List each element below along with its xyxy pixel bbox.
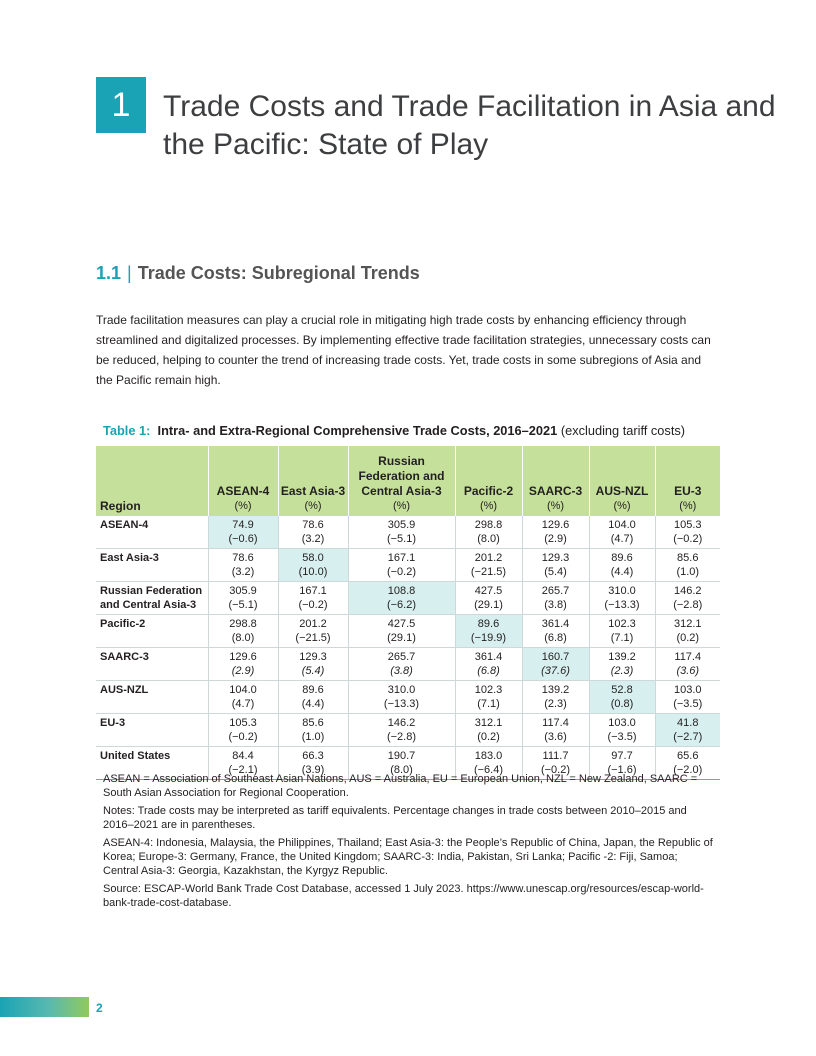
trade-cost-change: (0.8) [610,698,634,710]
table-cell [455,648,522,681]
trade-cost-change: (0.2) [676,632,700,644]
trade-cost-change: (4.7) [231,698,255,710]
trade-cost-change: (−2.0) [673,764,703,776]
table-cell [348,714,455,747]
table-cell [455,549,522,582]
chapter-title: Trade Costs and Trade Facilitation in Asia and the Pacific: State of Play [163,90,776,161]
chapter-number: 1 [111,86,131,124]
table-cell [278,714,348,747]
trade-cost-change: (2.9) [544,533,567,545]
trade-cost-value: 129.3 [299,651,327,663]
column-header-label: AUS-NZL [595,484,649,498]
page-number: 2 [96,1001,103,1015]
trade-cost-change: (−0.6) [228,533,258,545]
table-cell [655,615,720,648]
trade-cost-change: (10.0) [298,566,328,578]
section-number: 1.1 [96,263,122,283]
table-notes [103,772,713,914]
note-paragraph: ASEAN = Association of Southeast Asian Nations, AUS = Australia, EU = European Union, NZL = New Zealand, SAARC = South Asian Association for Regional Cooperation. [103,773,698,799]
trade-cost-change: (−5.1) [386,533,417,545]
note-paragraph: Source: ESCAP-World Bank Trade Cost Database, accessed 1 July 2023. https://www.unescap.org/resources/escap-world-bank-trade-cost-database. [103,883,704,909]
table-cell [455,714,522,747]
column-header [455,446,522,516]
trade-cost-value: 74.9 [232,519,254,531]
table-cell [278,681,348,714]
trade-cost-value: 104.0 [608,519,636,531]
table-cell [348,549,455,582]
trade-cost-change: (7.1) [477,698,500,710]
trade-cost-change: (−19.9) [470,632,507,644]
column-header-label: EU-3 [674,484,702,498]
trade-cost-value: 117.4 [542,717,569,729]
table-row [96,681,720,714]
table-subtitle: (excluding tariff costs) [560,423,686,438]
trade-cost-change: (8.0) [477,533,500,545]
table-cell [655,582,720,615]
trade-cost-value: 66.3 [302,750,324,762]
row-region-label: East Asia-3 [96,549,208,582]
trade-cost-change: (2.3) [544,698,567,710]
column-header-unit: (%) [304,500,322,512]
table-caption [103,423,723,439]
trade-cost-value: 85.6 [302,717,324,729]
table-cell [348,648,455,681]
table-cell [522,549,589,582]
trade-cost-value: 84.4 [232,750,254,762]
trade-cost-value: 305.9 [229,585,257,597]
table-row [96,648,720,681]
table-row [96,516,720,549]
column-header-unit: (%) [479,500,498,512]
table-cell [348,615,455,648]
trade-cost-change: (−5.1) [228,599,258,611]
trade-cost-change: (3.6) [676,665,700,677]
trade-cost-change: (−2.1) [228,764,258,776]
trade-cost-change: (29.1) [387,632,416,644]
table-cell [208,516,278,549]
trade-cost-change: (4.4) [610,566,634,578]
column-header [522,446,589,516]
trade-cost-change: (−0.2) [298,599,328,611]
trade-cost-value: 129.6 [229,651,257,663]
column-header [589,446,655,516]
column-header [348,446,455,516]
trade-cost-value: 89.6 [477,618,500,630]
table-cell [348,582,455,615]
trade-cost-change: (−21.5) [295,632,331,644]
table-cell [655,681,720,714]
table-cell [455,615,522,648]
trade-cost-change: (6.8) [544,632,567,644]
trade-cost-value: 103.0 [608,717,636,729]
column-header-unit: (%) [613,500,631,512]
table-cell [589,714,655,747]
trade-cost-value: 58.0 [302,552,324,564]
trade-cost-change: (1.0) [676,566,700,578]
trade-cost-change: (5.4) [301,665,325,677]
section-separator: | [127,263,132,283]
chapter-number-badge [96,77,146,133]
trade-cost-value: 104.0 [229,684,257,696]
trade-cost-change: (−1.6) [607,764,637,776]
table-label: Table 1: [103,423,151,438]
section-heading [96,262,420,284]
table-row [96,615,720,648]
trade-cost-change: (3.8) [390,665,413,677]
trade-cost-value: 361.4 [474,651,503,663]
trade-cost-value: 160.7 [541,651,570,663]
table-cell [208,681,278,714]
trade-cost-change: (5.4) [544,566,567,578]
trade-cost-value: 298.8 [229,618,257,630]
table-row [96,549,720,582]
table-cell [589,549,655,582]
trade-cost-value: 102.3 [608,618,636,630]
column-header-unit: (%) [392,500,411,512]
table-cell [348,681,455,714]
section-title: Trade Costs: Subregional Trends [137,263,420,283]
trade-cost-change: (0.2) [477,731,500,743]
column-header-unit: (%) [679,500,697,512]
trade-cost-value: 265.7 [541,585,570,597]
table-cell [589,516,655,549]
trade-cost-value: 89.6 [302,684,324,696]
trade-cost-value: 65.6 [677,750,699,762]
trade-cost-change: (−2.7) [673,731,703,743]
trade-cost-change: (−3.5) [673,698,703,710]
trade-costs-table [96,446,720,780]
trade-cost-change: (7.1) [610,632,634,644]
table-cell [522,615,589,648]
trade-cost-value: 108.8 [387,585,416,597]
column-header-unit: (%) [546,500,565,512]
table-cell [348,516,455,549]
trade-cost-value: 312.1 [474,717,503,729]
column-header [655,446,720,516]
trade-cost-change: (−6.2) [386,599,417,611]
trade-cost-value: 105.3 [229,717,257,729]
table-cell [589,615,655,648]
table-cell [655,648,720,681]
trade-cost-change: (4.7) [610,533,634,545]
table-cell [208,714,278,747]
row-region-label: Pacific-2 [96,615,208,648]
trade-cost-value: 103.0 [673,684,702,696]
column-header-label: Pacific-2 [463,484,514,498]
trade-cost-value: 427.5 [474,585,503,597]
table-cell [278,549,348,582]
table-cell [208,648,278,681]
trade-cost-change: (−13.3) [604,599,640,611]
trade-cost-value: 190.7 [387,750,416,762]
trade-cost-change: (−21.5) [470,566,507,578]
table-cell [655,516,720,549]
trade-cost-change: (29.1) [474,599,503,611]
table-cell [455,681,522,714]
column-header-region: Region [96,446,208,516]
trade-cost-value: 167.1 [387,552,416,564]
table-header-row [96,446,720,516]
table-cell [655,714,720,747]
trade-cost-change: (−6.4) [473,764,504,776]
trade-cost-value: 78.6 [302,519,324,531]
table-cell [522,681,589,714]
trade-cost-value: 85.6 [677,552,699,564]
trade-cost-value: 129.3 [541,552,570,564]
table-cell [278,615,348,648]
trade-cost-change: (−0.2) [540,764,571,776]
trade-cost-change: (−2.8) [386,731,417,743]
column-header-label: East Asia-3 [280,484,346,498]
column-header-label: Russian Federation and Central Asia-3 [358,454,445,498]
trade-cost-value: 139.2 [541,684,570,696]
trade-cost-change: (−3.5) [607,731,637,743]
row-region-label: ASEAN-4 [96,516,208,549]
trade-cost-change: (3.2) [231,566,255,578]
table-cell [589,648,655,681]
table-cell [278,516,348,549]
row-region-label: SAARC-3 [96,648,208,681]
table-title: Intra- and Extra-Regional Comprehensive Trade Costs, 2016–2021 [157,423,558,438]
table-cell [589,582,655,615]
trade-cost-value: 41.8 [677,717,699,729]
trade-cost-value: 427.5 [387,618,416,630]
trade-cost-value: 89.6 [611,552,633,564]
column-header [208,446,278,516]
column-header [278,446,348,516]
trade-cost-value: 310.0 [608,585,636,597]
trade-cost-change: (2.9) [231,665,255,677]
trade-cost-change: (−0.2) [386,566,417,578]
footer-accent-bar [0,997,89,1017]
trade-cost-change: (−0.2) [673,533,703,545]
trade-cost-value: 305.9 [387,519,416,531]
row-region-label: AUS-NZL [96,681,208,714]
table-cell [522,648,589,681]
table-cell [455,516,522,549]
table-cell [278,582,348,615]
table-cell [208,582,278,615]
trade-cost-change: (8.0) [231,632,255,644]
column-header-label: SAARC-3 [528,484,583,498]
trade-cost-value: 312.1 [673,618,702,630]
note-paragraph: Notes: Trade costs may be interpreted as tariff equivalents. Percentage changes in trade costs between 2010–2015 and 2016–2021 are in parentheses. [103,805,687,831]
trade-cost-change: (−13.3) [383,698,420,710]
trade-cost-change: (3.8) [544,599,567,611]
table-cell [455,582,522,615]
table-cell [589,681,655,714]
trade-cost-change: (4.4) [301,698,325,710]
table-row [96,714,720,747]
table-cell [208,549,278,582]
table-cell [278,648,348,681]
trade-cost-value: 167.1 [299,585,327,597]
intro-paragraph: Trade facilitation measures can play a crucial role in mitigating high trade costs by enhancing efficiency through streamlined and digitalized processes. By implementing effective trade facilitation strategies, unnecessary costs can be reduced, helping to counter the trend of increasing trade costs. Yet, trade costs in some subregions of Asia and the Pacific remain high. [96,313,711,387]
column-header-unit: (%) [234,500,252,512]
trade-cost-value: 146.2 [387,717,416,729]
trade-cost-change: (3.9) [301,764,325,776]
trade-cost-value: 265.7 [387,651,416,663]
trade-cost-value: 139.2 [608,651,636,663]
note-paragraph: ASEAN-4: Indonesia, Malaysia, the Philippines, Thailand; East Asia-3: the People’s Republic of China, Japan, the Republic of Korea; Europe-3: Germany, France, the United Kingdom; SAARC-3: India, Pakistan, Sri Lanka; Pacific -2: Fiji, Samoa; Central Asia-3: Georgia, Kazakhstan, the Kyrgyz Republic. [103,837,713,877]
trade-cost-value: 102.3 [474,684,503,696]
table-cell [655,549,720,582]
trade-cost-value: 183.0 [474,750,503,762]
row-region-label: United States [96,747,208,780]
trade-cost-change: (3.6) [544,731,567,743]
trade-cost-value: 201.2 [299,618,327,630]
trade-cost-value: 146.2 [673,585,702,597]
trade-cost-value: 78.6 [232,552,254,564]
trade-cost-value: 361.4 [541,618,570,630]
trade-cost-value: 201.2 [474,552,503,564]
table-cell [522,516,589,549]
trade-cost-change: (2.3) [610,665,634,677]
trade-cost-change: (6.8) [477,665,500,677]
trade-cost-value: 117.4 [674,651,702,663]
trade-cost-value: 310.0 [387,684,416,696]
trade-cost-change: (1.0) [301,731,325,743]
trade-cost-value: 298.8 [474,519,503,531]
trade-cost-value: 52.8 [611,684,633,696]
table-cell [208,615,278,648]
trade-cost-value: 105.3 [673,519,702,531]
row-region-label: Russian Federation and Central Asia-3 [96,582,208,615]
trade-cost-change: (−0.2) [228,731,258,743]
column-header-label: ASEAN-4 [216,484,270,498]
trade-cost-value: 129.6 [541,519,570,531]
table-cell [522,714,589,747]
table-row [96,582,720,615]
trade-cost-change: (3.2) [301,533,325,545]
trade-cost-change: (−2.8) [673,599,703,611]
table-cell [522,582,589,615]
trade-cost-value: 111.7 [542,750,569,762]
trade-cost-value: 97.7 [611,750,633,762]
trade-cost-change: (8.0) [390,764,413,776]
trade-cost-change: (37.6) [541,665,570,677]
row-region-label: EU-3 [96,714,208,747]
